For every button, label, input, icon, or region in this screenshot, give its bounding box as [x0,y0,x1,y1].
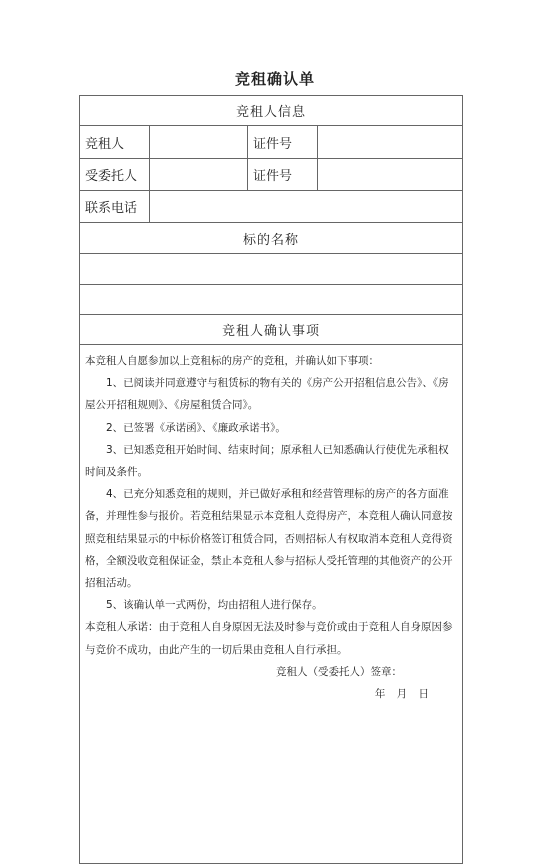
agent-id-field[interactable] [318,159,462,190]
confirmation-heading: 竞租人确认事项 [221,324,320,339]
phone-row [80,191,462,223]
confirmation-body-row [80,345,462,863]
bidder-label: 竞租人 [80,126,150,158]
target-field-row-2 [80,285,462,315]
target-heading: 标的名称 [242,232,299,248]
bidder-name-field[interactable] [150,126,248,158]
page-title: 竞租确认单 [234,70,315,88]
confirmation-item-5: 5、该确认单一式两份，均由招租人进行保存。 [106,599,323,612]
blank-area [85,705,457,855]
confirmation-form [79,95,463,864]
agent-label: 受委托人 [80,159,150,190]
confirmation-item-2: 2、已签署《承诺函》、《廉政承诺书》。 [106,421,286,434]
target-field-row-1 [80,254,462,285]
confirmation-header-row [80,315,462,345]
target-name-field-2[interactable] [80,285,462,314]
confirmation-item-4: 4、已充分知悉竞租的规则，并已做好承租和经营管理标的房产的各方面准备，并理性参与报价。若竞租结果显示本竞租人竞得房产，本竞租人确认同意按照竞租结果显示的中标价格签订租赁合同，否则招标人有权取消本竞租人竞得资格，全额没收竞租保证金，禁止本竞租人参与招标人受托管理的其他资产的公开招租活动。 [85,488,453,590]
bidder-info-heading: 竞租人信息 [235,105,306,120]
bidder-id-label: 证件号 [248,126,318,158]
signature-line: 竞租人（受委托人）签章： [276,665,402,678]
target-header-row [80,223,462,254]
phone-field[interactable] [150,191,462,222]
confirmation-item-1: 1、已阅读并同意遵守与租赁标的物有关的《房产公开招租信息公告》、《房屋公开招租规则》、《房屋租赁合同》。 [85,377,449,412]
confirmation-body [80,345,462,863]
agent-row [80,159,462,191]
phone-label: 联系电话 [80,191,150,222]
bidder-id-field[interactable] [318,126,462,158]
target-name-field[interactable] [80,254,462,284]
date-line: 年 月 日 [374,688,429,701]
bidder-row [80,126,462,159]
confirmation-intro: 本竞租人自愿参加以上竞租标的房产的竞租，并确认如下事项： [85,355,379,367]
bidder-info-header-row [80,96,462,126]
agent-name-field[interactable] [150,159,248,190]
confirmation-promise: 本竞租人承诺：由于竞租人自身原因无法及时参与竞价或由于竞租人自身原因参与竞价不成功，由此产生的一切后果由竞租人自行承担。 [85,621,453,656]
confirmation-item-3: 3、已知悉竞租开始时间、结束时间；原承租人已知悉确认行使优先承租权时间及条件。 [85,443,449,479]
agent-id-label: 证件号 [248,159,318,190]
